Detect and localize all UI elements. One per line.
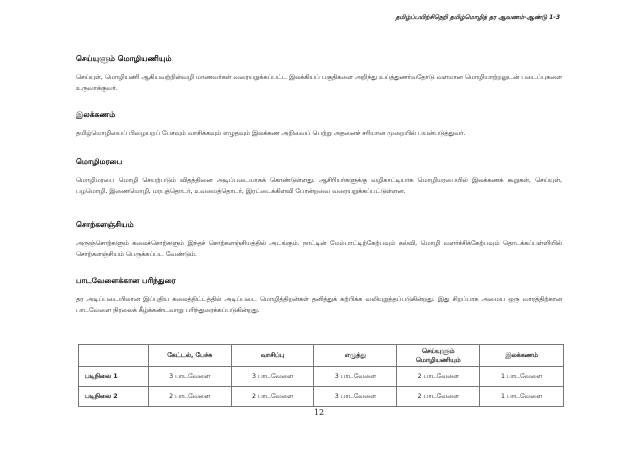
table-row bbox=[79, 387, 564, 407]
table-row-label: படிநிலை 1 bbox=[79, 367, 149, 387]
table-row bbox=[79, 367, 564, 387]
section-heading: செய்யுளும் மொழியணியும் bbox=[76, 54, 172, 63]
table-header-cell: செய்யுளும் மொழியணியும் bbox=[397, 345, 480, 367]
section-heading: பாடவேளைக்கான பரிந்துரை bbox=[76, 276, 176, 285]
table-cell: 2 பாடவேளை bbox=[148, 387, 231, 407]
page-number: 12 bbox=[313, 408, 325, 417]
section-heading: இலக்கணம் bbox=[76, 110, 116, 119]
table-header-cell: இலக்கணம் bbox=[480, 345, 564, 367]
section-paragraph: அருஞ்சொற்களும் கலைச்சொற்களும் இந்தச் சொற்களஞ்சியத்தில் அடங்கும். நாட்டின் மேம்பாட்டிற்கேற்பவும் கல்வி, மொழி வளர்ச்சிக்கேற்பவும் தொடக்கப்பள்ளியில் சொற்களஞ்சியம் பெருக்கப்பட வேண்டும். bbox=[76, 240, 562, 258]
table-header-row bbox=[79, 345, 564, 367]
table-row-label: படிநிலை 2 bbox=[79, 387, 149, 407]
table-cell: 3 பாடவேளை bbox=[314, 367, 397, 387]
section-paragraph: தமிழ்மொழியைப் பிழையறப் பேசவும் வாசிக்கவும் எழுதவும் இலக்கண அறிவைப் பெற்று அதனைச் சரியான முறையில் பயன்படுத்துவர். bbox=[76, 130, 466, 137]
table-cell: 3 பாடவேளை bbox=[148, 367, 231, 387]
table-cell: 3 பாடவேளை bbox=[314, 387, 397, 407]
running-head: தமிழ்ப்பயிற்சிநெறி தமிழ்மொழித் தர ஆவணம்-ஆண்டு 1-3 bbox=[395, 14, 560, 21]
table-header-cell: கேட்டல், பேச்சு bbox=[148, 345, 231, 367]
section-heading: சொற்களஞ்சியம் bbox=[76, 220, 134, 229]
period-allocation-table bbox=[78, 344, 564, 407]
table-header-cell: எழுத்து bbox=[314, 345, 397, 367]
section-paragraph: தர அடிப்படையிலான இப்புதிய கலைத்திட்டத்தில் அடிப்படை மொழித்திறன்கள் தனித்துக் கற்பிக்க வலியுறுத்தப்படுகின்றது. இது சிறப்பாக அமைய ஒரு வாரத்திற்கான பாடவேளை நிரலைக் கீழ்க்கண்டவாறு பரிந்துரைக்கப்படுகின்றது. bbox=[76, 296, 562, 314]
section-paragraph: செய்யுள், மொழியணி ஆகியவற்றின்வழி மாணவர்கள் வரையறுக்கப்பட்ட இலக்கியப் பகுதிகளை அறிந்து உய்த்துணர்வதோடு வளமான மொழியாற்றலுடன் படைப்புகளை உருவாக்குவர். bbox=[76, 74, 562, 92]
section-paragraph: மொழிமரபை மொழி செயற்படும் விதத்தினை அடிப்படையாகக் கொண்டுள்ளது. ஆசிரியர்களுக்கு வழிகாட்டியாக மொழிமரபையில் இலக்கணக் கூறுகள், செய்யுள், பழமொழி, இணைமொழி, மரபுத்தொடர், உவமைத்தொடர், இரட்டைக்கிளவி போன்றவை வரையறுக்கப்பட்டுள்ளன. bbox=[76, 177, 562, 195]
table-cell: 1 பாடவேளை bbox=[480, 367, 564, 387]
table-cell: 2 பாடவேளை bbox=[397, 367, 480, 387]
table-cell: 2 பாடவேளை bbox=[231, 387, 314, 407]
table-header-cell: வாசிப்பு bbox=[231, 345, 314, 367]
table-header-cell bbox=[79, 345, 149, 367]
table-cell: 1 பாடவேளை bbox=[480, 387, 564, 407]
table-cell: 3 பாடவேளை bbox=[231, 367, 314, 387]
table-cell: 2 பாடவேளை bbox=[397, 387, 480, 407]
section-heading: மொழிமரபை bbox=[76, 157, 123, 166]
